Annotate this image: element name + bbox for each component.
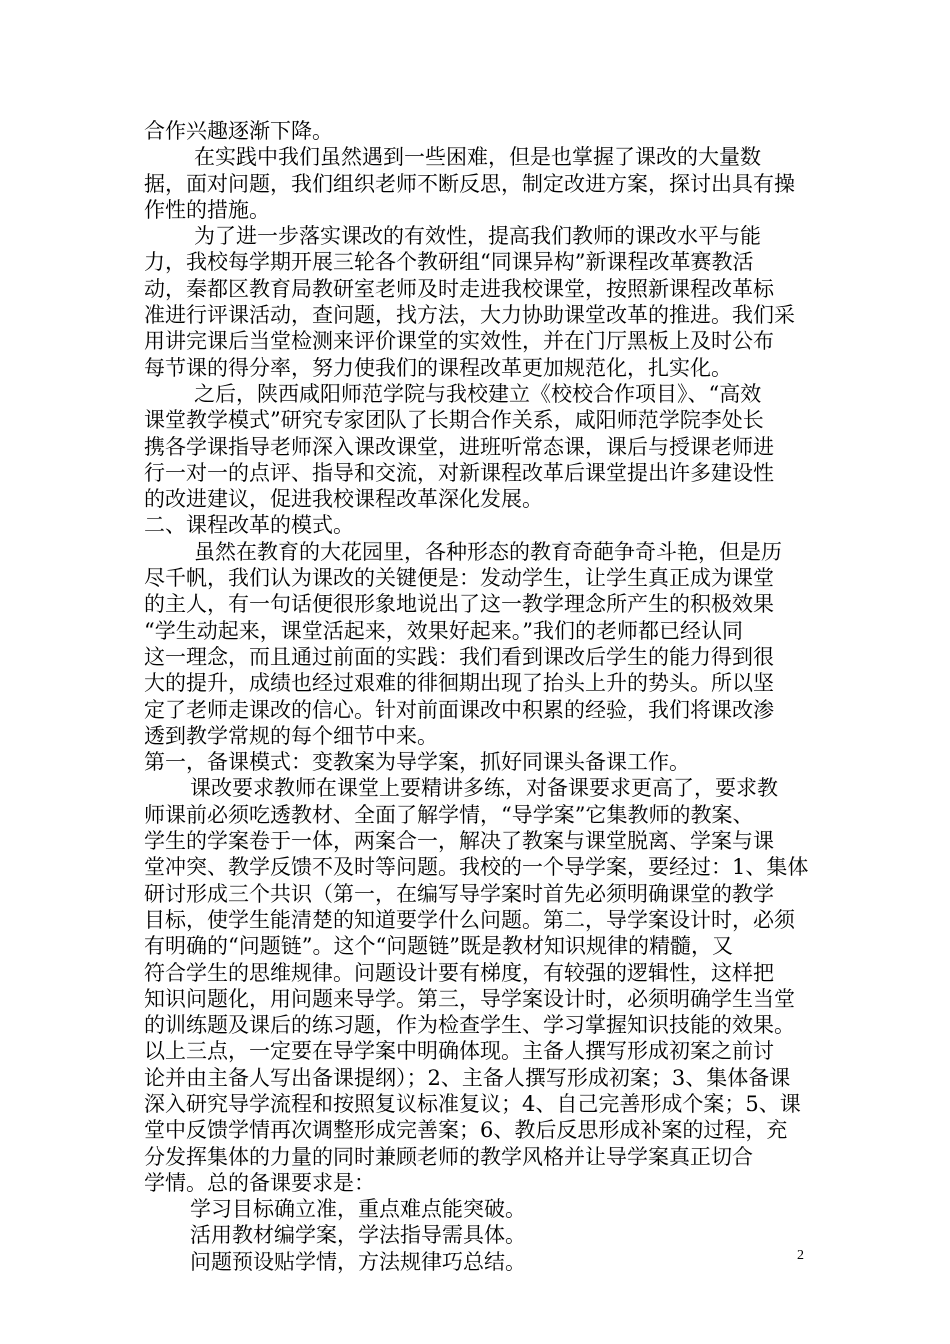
text-line: 行一对一的点评、指导和交流，对新课程改革后课堂提出许多建设性 — [144, 460, 774, 485]
paragraph-start: 课改要求教师在课堂上要精讲多练，对备课要求更高了，要求教 — [190, 776, 778, 801]
text-line: 动，秦都区教育局教研室老师及时走进我校课堂，按照新课程改革标 — [144, 276, 774, 301]
text-line: 大的提升，成绩也经过艰难的徘徊期出现了抬头上升的势头。所以坚 — [144, 671, 774, 696]
text-line: 据，面对问题，我们组织老师不断反思，制定改进方案，探讨出具有操 — [144, 171, 795, 196]
paragraph-start: 在实践中我们虽然遇到一些困难，但是也掌握了课改的大量数 — [194, 145, 761, 170]
text-line: 定了老师走课改的信心。针对前面课改中积累的经验，我们将课改渗 — [144, 697, 774, 722]
text-line: 学生的学案卷于一体，两案合一，解决了教案与课堂脱离、学案与课 — [144, 829, 774, 854]
text-line: 准进行评课活动，查问题，找方法，大力协助课堂改革的推进。我们采 — [144, 303, 795, 328]
text-line: 师课前必须吃透教材、全面了解学情，“导学案”它集教师的教案、 — [144, 802, 754, 827]
text-line: 力，我校每学期开展三轮各个教研组“同课异构”新课程改革赛教活 — [144, 250, 754, 275]
text-line: 的训练题及课后的练习题，作为检查学生、学习掌握知识技能的效果。 — [144, 1013, 795, 1038]
text-line: 课堂教学模式”研究专家团队了长期合作关系，咸阳师范学院李处长 — [144, 408, 764, 433]
section-heading: 二、课程改革的模式。 — [144, 513, 354, 538]
text-line: 目标，使学生能清楚的知道要学什么问题。第二，导学案设计时，必须 — [144, 907, 795, 932]
paragraph-start: 之后，陕西咸阳师范学院与我校建立《校校合作项目》、“高效 — [194, 381, 762, 406]
text-line: 学情。总的备课要求是： — [144, 1170, 375, 1195]
text-line: “学生动起来，课堂活起来，效果好起来。”我们的老师都已经认同 — [144, 618, 743, 643]
text-line: 堂中反馈学情再次调整形成完善案；6、教后反思形成补案的过程，充 — [144, 1118, 788, 1143]
verse-line: 问题预设贴学情，方法规律巧总结。 — [190, 1249, 526, 1274]
text-line: 有明确的“问题链”。这个“问题链”既是教材知识规律的精髓，又 — [144, 934, 733, 959]
text-line: 作性的措施。 — [144, 197, 270, 222]
text-line: 合作兴趣逐渐下降。 — [144, 119, 333, 143]
text-line: 深入研究导学流程和按照复议标准复议；4、自己完善形成个案；5、课 — [144, 1091, 801, 1116]
paragraph-start: 虽然在教育的大花园里，各种形态的教育奇葩争奇斗艳，但是历 — [194, 539, 782, 564]
text-line: 分发挥集体的力量的同时兼顾老师的教学风格并让导学案真正切合 — [144, 1144, 753, 1169]
text-line: 论并由主备人写出备课提纲）；2、主备人撰写形成初案；3、集体备课 — [144, 1065, 791, 1090]
text-line: 每节课的得分率，努力使我们的课程改革更加规范化，扎实化。 — [144, 355, 732, 380]
text-line: 以上三点，一定要在导学案中明确体现。主备人撰写形成初案之前讨 — [144, 1039, 774, 1064]
text-line: 尽千帆，我们认为课改的关键便是：发动学生，让学生真正成为课堂 — [144, 566, 774, 591]
text-line: 研讨形成三个共识（第一，在编写导学案时首先必须明确课堂的教学 — [144, 881, 774, 906]
body-text — [144, 118, 812, 1275]
text-line: 符合学生的思维规律。问题设计要有梯度，有较强的逻辑性，这样把 — [144, 960, 774, 985]
text-line: 知识问题化，用问题来导学。第三，导学案设计时，必须明确学生当堂 — [144, 986, 795, 1011]
text-line: 用讲完课后当堂检测来评价课堂的实效性，并在门厅黑板上及时公布 — [144, 329, 774, 354]
page-number: 2 — [797, 1248, 804, 1263]
text-line: 这一理念，而且通过前面的实践：我们看到课改后学生的能力得到很 — [144, 644, 774, 669]
paragraph-start: 为了进一步落实课改的有效性，提高我们教师的课改水平与能 — [194, 224, 761, 249]
text-line: 堂冲突、教学反馈不及时等问题。我校的一个导学案，要经过：1、集体 — [144, 855, 809, 880]
text-line: 透到教学常规的每个细节中来。 — [144, 723, 438, 748]
subsection-heading: 第一，备课模式：变教案为导学案，抓好同课头备课工作。 — [144, 750, 690, 775]
text-line: 携各学课指导老师深入课改课堂，进班听常态课，课后与授课老师进 — [144, 434, 774, 459]
text-line: 的主人，有一句话便很形象地说出了这一教学理念所产生的积极效果 — [144, 592, 774, 617]
text-line: 的改进建议，促进我校课程改革深化发展。 — [144, 487, 543, 512]
verse-line: 学习目标确立准，重点难点能突破。 — [190, 1197, 526, 1222]
verse-line: 活用教材编学案，学法指导需具体。 — [190, 1223, 526, 1248]
